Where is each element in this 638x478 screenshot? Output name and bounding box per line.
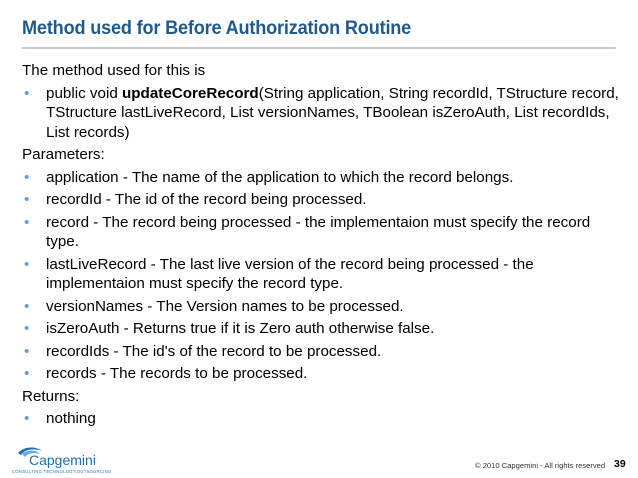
bullet-icon: • [24, 213, 30, 231]
parameter-item [22, 319, 622, 339]
bullet-icon: • [24, 297, 30, 315]
parameter-item-text: recordId - The id of the record being processed. [46, 191, 367, 208]
parameter-item-text: isZeroAuth - Returns true if it is Zero auth otherwise false. [46, 320, 435, 337]
bullet-icon: • [24, 365, 30, 382]
copyright-text: © 2010 Capgemini - All rights reserved [475, 461, 606, 470]
returns-item-text: nothing [46, 410, 96, 427]
parameter-item-text: recordIds - The id's of the record to be processed. [46, 342, 382, 360]
capgemini-logo [10, 445, 130, 475]
signature-prefix: public void [46, 84, 122, 102]
returns-item [22, 409, 622, 429]
returns-heading: Returns: [22, 387, 80, 405]
bullet-icon: • [24, 320, 30, 337]
footer [0, 443, 638, 478]
parameter-item-text: lastLiveRecord - The last live version of the record being processed - the implementaion must specify the record type. [46, 255, 534, 292]
parameter-item [22, 297, 622, 317]
method-name: updateCoreRecord [121, 84, 259, 102]
parameter-item-text: record - The record being processed - the implementaion must specify the record type. [46, 213, 591, 250]
parameters-list [22, 168, 622, 384]
parameter-item-text: versionNames - The Version names to be processed. [46, 297, 404, 315]
bullet-icon: • [24, 255, 30, 273]
parameter-item [22, 364, 622, 384]
parameter-item [22, 213, 622, 252]
page-title: Method used for Before Authorization Routine [22, 17, 412, 39]
page-number: 39 [614, 458, 626, 470]
bullet-icon: • [24, 191, 30, 208]
bullet-icon: • [24, 342, 30, 360]
signature-bullet [22, 84, 622, 143]
parameter-item [22, 168, 622, 188]
parameter-item-text: records - The records to be processed. [46, 365, 308, 382]
logo-tagline: CONSULTING.TECHNOLOGY.OUTSOURCING [12, 469, 112, 474]
logo-wordmark: Capgemini [29, 452, 96, 468]
signature-params: (String application, String recordId, TStructure record, TStructure lastLiveRecord, List versionNames, TBoolean isZeroAuth, List recordIds, List records) [46, 84, 619, 141]
parameter-item [22, 190, 622, 210]
parameter-item [22, 342, 622, 362]
returns-list [22, 409, 622, 429]
bullet-icon: • [24, 84, 30, 102]
parameters-heading: Parameters: [22, 146, 105, 163]
bullet-icon: • [24, 410, 30, 427]
parameter-item [22, 255, 622, 294]
intro-text: The method used for this is [22, 62, 206, 79]
bullet-icon: • [24, 168, 30, 186]
title-divider [22, 47, 616, 49]
parameter-item-text: application - The name of the application to which the record belongs. [46, 168, 514, 186]
slide-body [22, 61, 622, 432]
